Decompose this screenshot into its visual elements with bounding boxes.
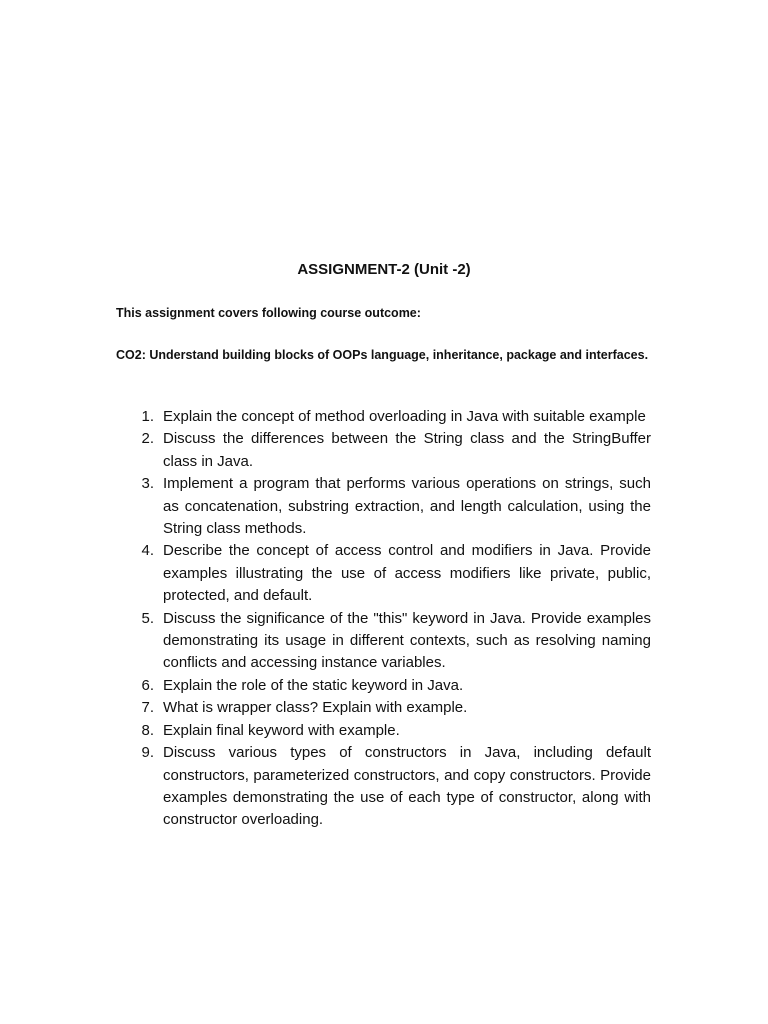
question-text: Describe the concept of access control and modifiers in Java. Provide examples illustrating the use of access modifiers like private, public, protected, and default. (163, 542, 651, 605)
question-text: Discuss various types of constructors in Java, including default constructors, parameterized constructors, and copy constructors. Provide examples demonstrating the use of each type of constructor, along with constructor overloading. (163, 744, 651, 829)
question-text: Explain the role of the static keyword in Java. (163, 676, 464, 694)
intro-text: This assignment covers following course outcome: (116, 306, 421, 320)
question-number: 1. (141, 408, 154, 425)
question-number: 9. (141, 744, 154, 762)
question-text: Discuss the differences between the String class and the StringBuffer class in Java. (163, 430, 651, 470)
question-number: 6. (141, 676, 154, 694)
question-list (126, 406, 651, 832)
question-number: 2. (141, 430, 154, 448)
question-text: Explain final keyword with example. (163, 721, 400, 739)
question-number: 5. (141, 609, 154, 627)
question-number: 7. (141, 699, 154, 717)
question-text: Explain the concept of method overloading in Java with suitable example (163, 408, 646, 425)
question-item (126, 473, 651, 540)
question-item (126, 608, 651, 675)
course-outcome-text: CO2: Understand building blocks of OOPs language, inheritance, package and interfaces. (116, 348, 649, 362)
assignment-title: ASSIGNMENT-2 (Unit -2) (297, 261, 471, 278)
question-item (126, 720, 651, 742)
question-item (126, 697, 651, 719)
question-number: 4. (141, 542, 154, 560)
question-item (126, 742, 651, 832)
question-text: Discuss the significance of the "this" keyword in Java. Provide examples demonstrating its usage in different contexts, such as resolving naming conflicts and accessing instance variables. (163, 609, 651, 672)
question-item (126, 675, 651, 697)
question-number: 8. (141, 721, 154, 739)
question-item (126, 428, 651, 473)
question-number: 3. (141, 475, 154, 493)
question-item (126, 406, 651, 428)
question-item (126, 540, 651, 607)
question-text: What is wrapper class? Explain with example. (163, 699, 468, 717)
question-text: Implement a program that performs various operations on strings, such as concatenation, substring extraction, and length calculation, using the String class methods. (163, 475, 651, 538)
